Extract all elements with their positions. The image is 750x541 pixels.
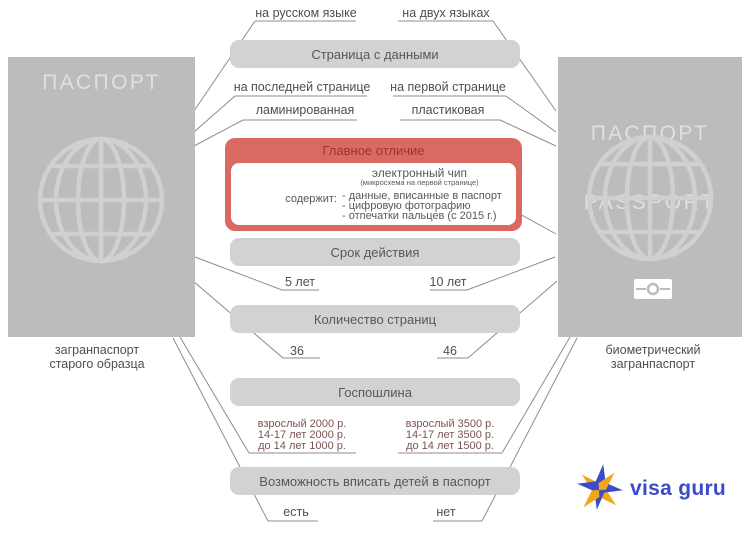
contains-item-3: - отпечатки пальцев (с 2015 г.) (342, 209, 497, 222)
globe-icon (31, 130, 171, 270)
biometric-chip-icon (634, 279, 672, 299)
biometric-passport-cover (558, 57, 742, 337)
biometric-passport-caption-line2: загранпаспорт (610, 357, 696, 371)
label-children-new: нет (436, 505, 456, 519)
label-validity-new: 10 лет (429, 275, 467, 289)
visa-guru-logo-text: visa guru (630, 477, 727, 500)
old-passport-caption (27, 343, 167, 371)
bar-page-count: Количество страниц (230, 305, 520, 333)
fee-new-adult: взрослый 3500 р. (405, 418, 495, 430)
chip-title: электронный чип (371, 166, 468, 180)
label-material-old: ламинированная (255, 103, 355, 117)
globe-icon (580, 128, 720, 268)
chip-subtitle: (микросхема на первой странице) (360, 178, 479, 187)
fee-old-block (232, 419, 372, 452)
old-passport-caption-line1: загранпаспорт (54, 343, 140, 357)
fee-old-child: до 14 лет 1000 р. (258, 440, 346, 452)
label-language-new: на двух языках (402, 6, 490, 20)
main-difference-header: Главное отличие (322, 143, 425, 158)
visa-guru-star-icon (574, 462, 624, 516)
label-pages-new: 46 (443, 344, 457, 358)
label-pages-old: 36 (290, 344, 304, 358)
old-passport-title: ПАСПОРТ (42, 71, 161, 94)
biometric-passport-title-en: PASSPORT (583, 191, 717, 214)
contains-item-2: - цифровую фотографию (342, 199, 471, 212)
bar-data-page: Страница с данными (230, 40, 520, 68)
contains-item-1: - данные, вписанные в паспорт (342, 190, 502, 202)
bar-children: Возможность вписать детей в паспорт (230, 467, 520, 495)
bar-validity: Срок действия (230, 238, 520, 266)
label-page-position-old: на последней странице (233, 80, 371, 94)
biometric-passport-title-ru: ПАСПОРТ (590, 122, 710, 145)
label-children-old: есть (283, 505, 309, 519)
fee-new-child: до 14 лет 1500 р. (406, 440, 494, 452)
label-page-position-new: на первой странице (390, 80, 506, 94)
label-material-new: пластиковая (411, 103, 485, 117)
fee-new-block (380, 419, 520, 452)
contains-label: содержит: (285, 193, 337, 205)
label-validity-old: 5 лет (285, 275, 315, 289)
contains-list (342, 192, 502, 221)
fee-old-adult: взрослый 2000 р. (257, 418, 347, 430)
biometric-passport-caption-line1: биометрический (605, 343, 701, 357)
biometric-passport-caption (583, 343, 723, 371)
fee-new-teen: 14-17 лет 3500 р. (405, 429, 495, 441)
bar-fee: Госпошлина (230, 378, 520, 406)
old-passport-caption-line2: старого образца (49, 357, 145, 371)
label-language-old: на русском языке (255, 6, 357, 20)
fee-old-teen: 14-17 лет 2000 р. (257, 429, 347, 441)
old-passport-cover (8, 57, 195, 337)
